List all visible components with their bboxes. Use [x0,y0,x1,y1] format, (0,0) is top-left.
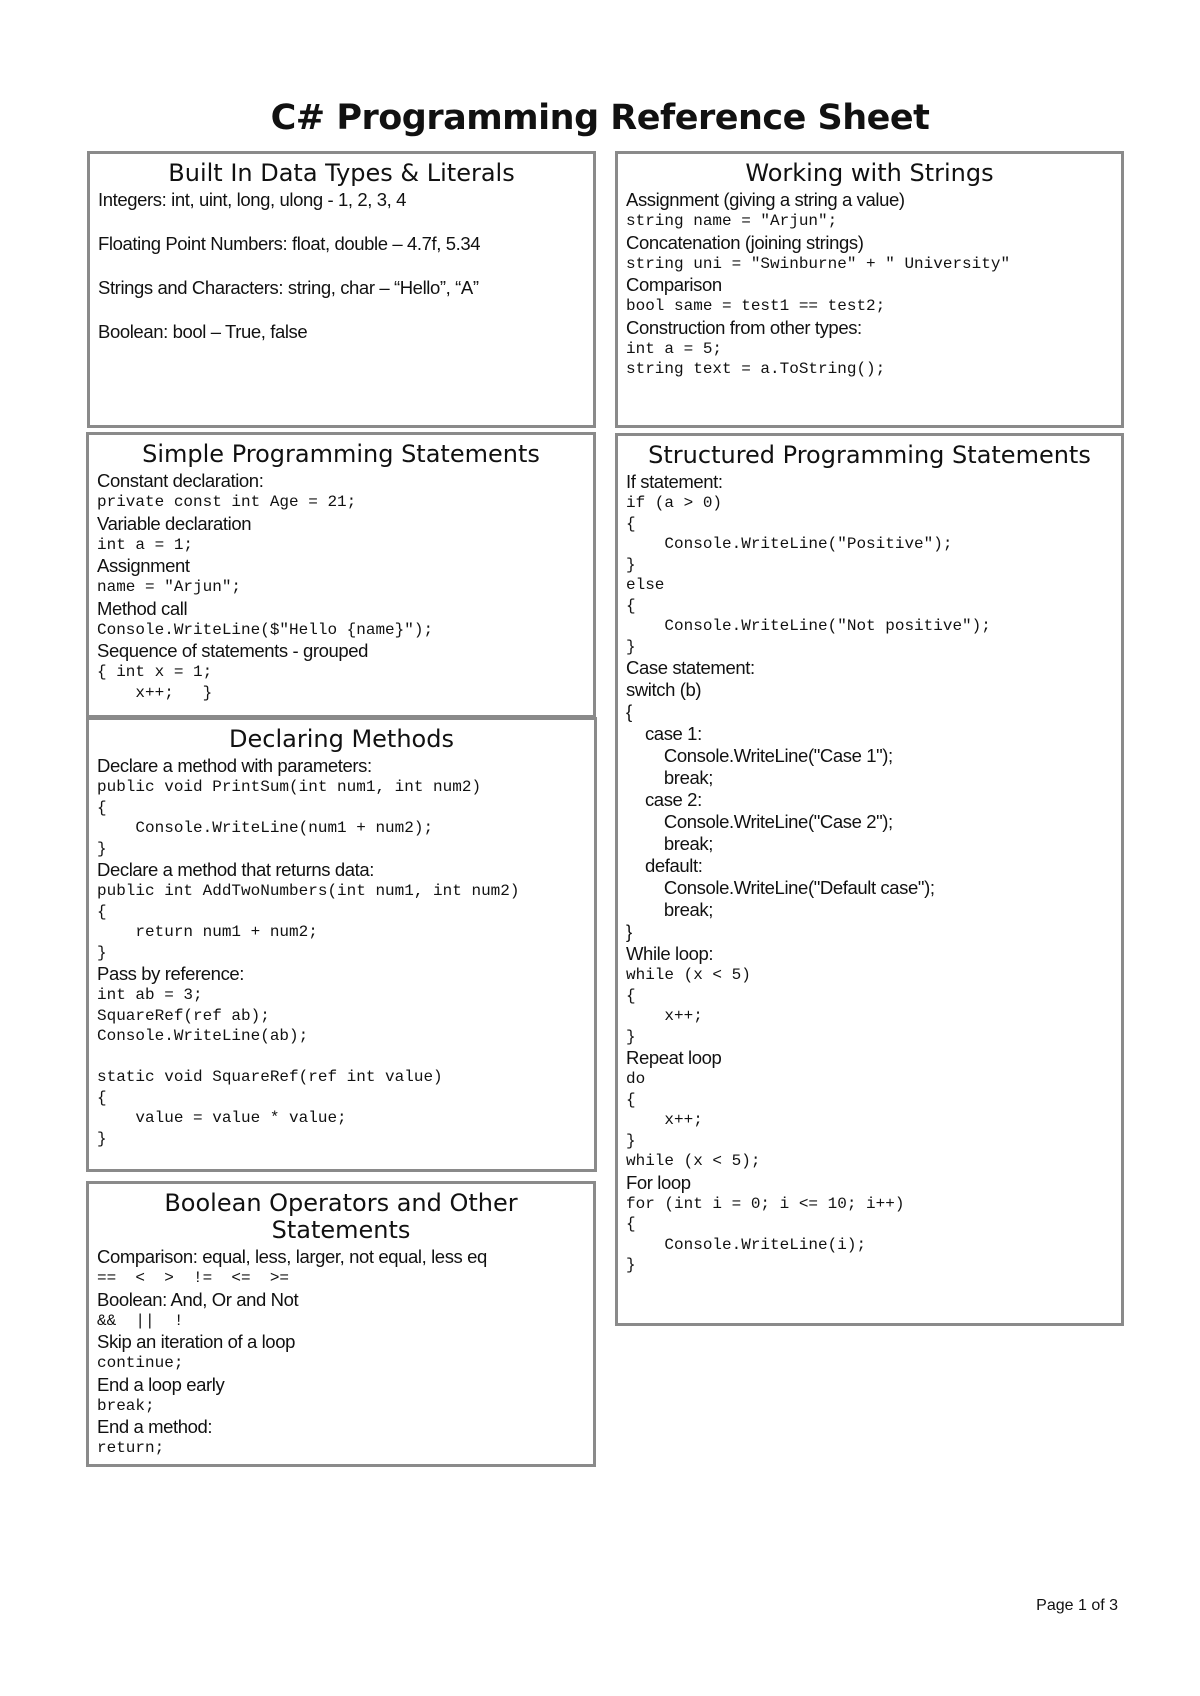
code-line: } [626,1256,636,1274]
text-line: Concatenation (joining strings) [626,231,864,253]
strings-panel [615,151,1124,428]
text-line: Declare a method that returns data: [97,859,375,880]
code-line: } [626,1027,636,1046]
text-line: Console.WriteLine("Default case"); [626,877,935,898]
text-line: Assignment [97,555,190,576]
code-line: Console.WriteLine("Not positive"); [626,617,991,635]
text-line: Comparison: equal, less, larger, not equal, less eq [97,1246,487,1267]
code-line: int a = 5; [626,339,723,358]
text-line: default: [626,855,703,876]
text-line: Console.WriteLine("Case 2"); [626,811,893,832]
code-line: for (int i = 0; i <= 10; i++) [626,1194,905,1213]
code-line: bool same = test1 == test2; [626,297,886,315]
page-number: Page 1 of 3 [1036,1597,1118,1614]
text-line: Method call [97,597,188,619]
boolean-operators-panel [86,1181,596,1467]
code-line: name = "Arjun"; [97,578,242,596]
page-title: C# Programming Reference Sheet [270,98,930,138]
data-types-heading: Built In Data Types & Literals [168,159,515,187]
text-line: Boolean: And, Or and Not [97,1288,299,1310]
text-line: End a loop early [97,1373,225,1395]
code-line: { [97,798,107,817]
code-line: x++; [626,1007,703,1025]
code-line: Console.WriteLine(num1 + num2); [97,819,434,837]
code-line: return; [97,1439,165,1457]
text-line: } [626,921,632,942]
text-line: Construction from other types: [626,316,862,338]
code-line: { [97,902,107,921]
code-line: && || ! [97,1311,184,1330]
structured-statements-heading: Structured Programming Statements [648,441,1091,469]
methods-heading: Declaring Methods [229,725,454,753]
code-line: { [626,986,636,1005]
code-line: } [97,1129,107,1148]
text-line: Assignment (giving a string a value) [626,189,905,210]
code-line: break; [97,1396,155,1415]
simple-statements-heading: Simple Programming Statements [142,440,540,468]
text-line: break; [626,767,713,788]
code-line: if (a > 0) [626,494,723,512]
code-line: while (x < 5) [626,966,751,984]
code-line: == < > != <= >= [97,1269,290,1287]
text-line: Repeat loop [626,1047,722,1068]
text-line: break; [626,833,713,854]
code-line: } [626,637,636,656]
code-line: return num1 + num2; [97,923,318,941]
code-line: Console.WriteLine(ab); [97,1027,309,1045]
text-line: Sequence of statements - grouped [97,640,369,661]
integers-line: Integers: int, uint, long, ulong - 1, 2, 3, 4 [98,189,407,210]
text-line: Skip an iteration of a loop [97,1331,295,1352]
data-types-panel [87,151,596,428]
text-line: End a method: [97,1416,213,1437]
code-line: } [626,1131,636,1150]
code-line: { [97,1088,107,1107]
code-line: int a = 1; [97,535,194,554]
text-line: break; [626,899,713,920]
code-line: SquareRef(ref ab); [97,1006,270,1025]
code-line: value = value * value; [97,1109,347,1127]
code-line: x++; [626,1111,703,1129]
code-line: while (x < 5); [626,1152,761,1170]
code-line: { [626,1215,636,1233]
text-line: If statement: [626,471,723,492]
text-line: switch (b) [626,679,702,700]
code-line: Console.WriteLine(i); [626,1235,867,1254]
code-line: string text = a.ToString(); [626,360,886,378]
code-line: static void SquareRef(ref int value) [97,1068,443,1086]
text-line: Variable declaration [97,512,252,534]
code-line: Console.WriteLine($"Hello {name}"); [97,620,434,639]
code-line: int ab = 3; [97,986,203,1004]
code-line: { [626,514,636,533]
code-line: public int AddTwoNumbers(int num1, int num2) [97,882,520,900]
code-line: public void PrintSum(int num1, int num2) [97,778,482,796]
code-line: Console.WriteLine("Positive"); [626,535,953,553]
code-line: } [626,555,636,574]
text-line: case 1: [626,723,702,744]
text-line: Console.WriteLine("Case 1"); [626,745,893,766]
code-line: { [626,596,636,615]
code-line: do [626,1070,646,1088]
text-line: Case statement: [626,657,755,678]
text-line: { [626,701,632,722]
code-line: string name = "Arjun"; [626,212,838,230]
code-line: continue; [97,1354,184,1372]
structured-statements-panel [615,433,1124,1326]
code-line: string uni = "Swinburne" + " University" [626,254,1011,273]
text-line: case 2: [626,789,702,810]
boolean-operators-heading: Boolean Operators and Other Statements [164,1189,518,1244]
strings-chars-line: Strings and Characters: string, char – “Hello”, “A” [98,277,479,298]
text-line: Declare a method with parameters: [97,755,372,776]
simple-statements-panel [86,432,596,718]
methods-panel [86,717,597,1172]
text-line: While loop: [626,943,714,964]
code-line: { [626,1090,636,1109]
text-line: For loop [626,1171,691,1193]
boolean-line: Boolean: bool – True, false [98,321,308,342]
text-line: Comparison [626,274,722,295]
code-line: { int x = 1; [97,663,213,681]
floats-line: Floating Point Numbers: float, double – 4.7f, 5.34 [98,233,481,254]
code-line: else [626,576,665,594]
text-line: Pass by reference: [97,963,245,984]
code-line: } [97,839,107,858]
code-line: x++; } [97,683,213,702]
code-line: } [97,943,107,962]
text-line: Constant declaration: [97,470,264,491]
strings-heading: Working with Strings [745,159,994,187]
code-line: private const int Age = 21; [97,493,357,511]
